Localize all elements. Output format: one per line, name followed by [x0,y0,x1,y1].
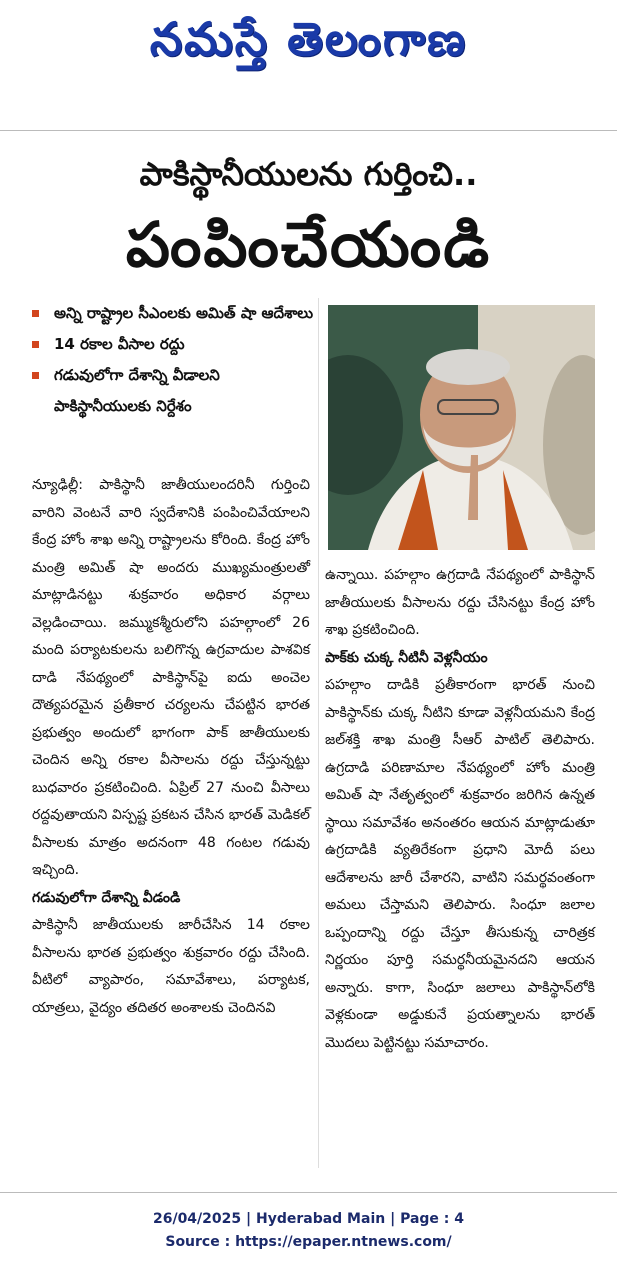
masthead [0,0,617,80]
source-link[interactable]: Source : https://epaper.ntnews.com/ [165,1234,452,1250]
headline-kicker: పాకిస్థానీయులను గుర్తించి.. [139,155,478,193]
article-column-right [325,562,595,1057]
headline-main: పంపించేయండి [125,208,492,281]
bullet-item: 14 రకాల వీసాల రద్దు [30,329,320,360]
bullet-item: గడువులోగా దేశాన్ని వీడాలని పాకిస్థానీయులకు నిర్దేశం [30,360,320,422]
column-divider [318,298,319,1168]
bullet-square-icon [32,372,39,379]
footer-divider [0,1192,617,1193]
highlight-bullets [30,298,320,422]
news-photo [328,305,595,550]
speaker-photo-illustration [328,305,595,550]
article-column-left [32,472,310,1022]
article-paragraph: ఉన్నాయి. పహల్గాం ఉగ్రదాడి నేపథ్యంలో పాకిస్థాన్ జాతీయులకు వీసాలను రద్దు చేసినట్టు కేంద్ర హోం శాఖ ప్రకటించింది. [325,567,595,638]
article-paragraph: పాకిస్థానీ జాతీయులకు జారీచేసిన 14 రకాల వీసాలను భారత ప్రభుత్వం శుక్రవారం రద్దు చేసింది. వీటిలో వ్యాపారం, సమావేశాలు, పర్యాటక, యాత్రలు, వైద్యం తదితర అంశాలకు చెందినవి [32,917,310,1016]
article-paragraph: పహల్గాం దాడికి ప్రతీకారంగా భారత్ నుంచి పాకిస్థాన్‌కు చుక్క నీటిని కూడా వెళ్లనీయమని కేంద్ర జల్‌శక్తి శాఖ మంత్రి సీఆర్ పాటిల్ తెలిపారు. ఉగ్రదాడి పరిణామాల నేపథ్యంలో హోం మంత్రి అమిత్ షా నేతృత్వంలో శుక్రవారం జరిగిన ఉన్నత స్థాయి సమావేశం అనంతరం ఆయన మాట్లాడుతూ ఉగ్రదాడికి వ్యతిరేకంగా ప్రధాని మోదీ పలు ఆదేశాలను జారీ చేశారని, వాటిని సమర్థవంతంగా అమలు చేస్తామని తెలిపారు. సింధూ జలాల ఒప్పందాన్ని రద్దు చేస్తూ తీసుకున్న చారిత్రక నిర్ణయం పూర్తి సమర్థనీయమైనదని ఆయన అన్నారు. కాగా, సింధూ జలాలు పాకిస్థాన్‌లోకి వెళ్లకుండా అడ్డుకునే ప్రయత్నాలను భారత్ మొదలు పెట్టినట్టు సమాచారం. [325,677,595,1051]
article-subheading: పాక్‌కు చుక్క నీటినీ వెళ్లనీయం [325,649,488,666]
edition-info: 26/04/2025 | Hyderabad Main | Page : 4 [152,1211,465,1227]
bullet-item: అన్ని రాష్ట్రాల సీఎంలకు అమిత్ షా ఆదేశాలు [30,298,320,329]
article-subheading: గడువులోగా దేశాన్ని వీడండి [32,889,181,906]
header-divider [0,130,617,131]
bullet-square-icon [32,310,39,317]
bullet-square-icon [32,341,39,348]
article-paragraph: న్యూఢిల్లీ: పాకిస్థానీ జాతీయులందరినీ గుర్తించి వారిని వెంటనే వారి స్వదేశానికి పంపించివేయాలని కేంద్ర హోం శాఖ అన్ని రాష్ట్రాలను కోరింది. కేంద్ర హోం మంత్రి అమిత్ షా అందరు ముఖ్యమంత్రులతో మాట్లాడినట్టు శుక్రవారం అధికార వర్గాలు వెల్లడించాయి. జమ్ముకశ్మీరులోని పహల్గాంలో 26 మంది పర్యాటకులను బలిగొన్న ఉగ్రవాదుల పాశవిక దాడి నేపథ్యంలో పాకిస్థాన్‌పై ఐదు అంచెల దౌత్యపరమైన ప్రతీకార చర్యలను చేపట్టిన భారత ప్రభుత్వం అందులో భాగంగా పాక్ జాతీయులకు చెందిన అన్ని రకాల వీసాలను రద్దు చేస్తున్నట్టు బుధవారం ప్రకటించింది. ఏప్రిల్ 27 నుంచి వీసాలు రద్దవుతాయని విస్పష్ట ప్రకటన చేసిన భారత్ మెడికల్ వీసాలకు మాత్రం అదనంగా 48 గంటల గడువు ఇచ్చింది. [32,477,310,878]
page-footer [0,1208,617,1254]
newspaper-logo: నమస్తే తెలంగాణ [149,12,468,66]
